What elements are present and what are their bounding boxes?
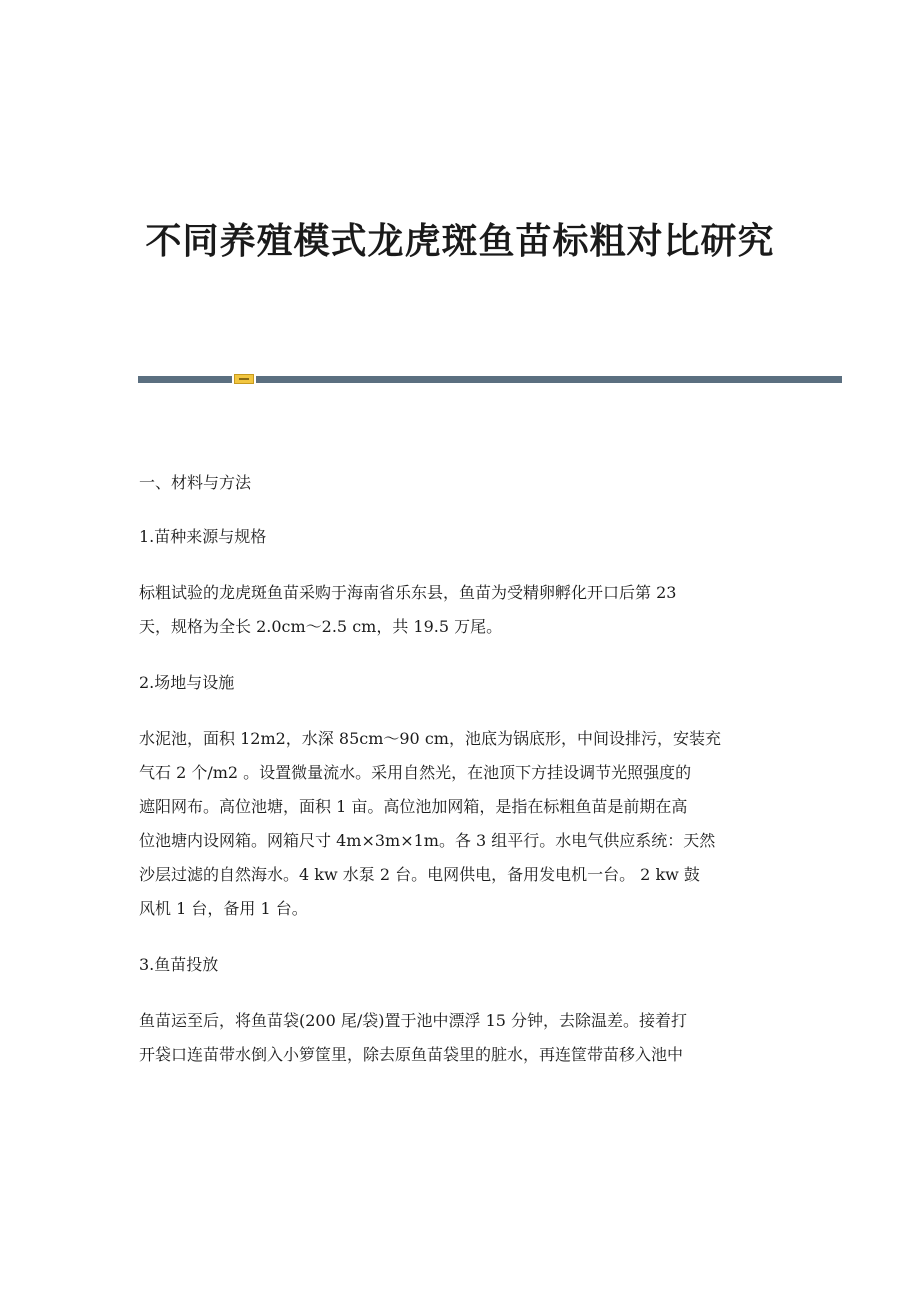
title-divider: [138, 374, 842, 384]
divider-bar-left: [138, 376, 232, 383]
divider-bar-right: [256, 376, 842, 383]
section-heading-materials-methods: 一、材料与方法: [139, 473, 252, 492]
paragraph-line: 开袋口连苗带水倒入小箩筐里，除去原鱼苗袋里的脏水，再连筐带苗移入池中: [139, 1045, 684, 1064]
paragraph-line: 水泥池，面积 12m2，水深 85cm～90 cm，池底为锅底形，中间设排污，安装充: [139, 729, 721, 748]
paragraph-line: 标粗试验的龙虎斑鱼苗采购于海南省乐东县，鱼苗为受精卵孵化开口后第 23: [139, 583, 677, 602]
paragraph-line: 风机 1 台，备用 1 台。: [139, 899, 308, 918]
paragraph-line: 沙层过滤的自然海水。4 kw 水泵 2 台。电网供电，备用发电机一台。 2 kw 鼓: [139, 865, 700, 884]
paragraph-line: 气石 2 个/m2 。设置微量流水。采用自然光，在池顶下方挂设调节光照强度的: [139, 763, 692, 782]
subsection-heading-stocking: 3.鱼苗投放: [139, 955, 219, 974]
document-body: [139, 466, 775, 1072]
paragraph-line: 遮阳网布。高位池塘，面积 1 亩。高位池加网箱，是指在标粗鱼苗是前期在高: [139, 797, 688, 816]
subsection-heading-facilities: 2.场地与设施: [139, 673, 235, 692]
subsection-heading-source: 1.苗种来源与规格: [139, 527, 267, 546]
paragraph-line: 天，规格为全长 2.0cm～2.5 cm，共 19.5 万尾。: [139, 617, 503, 636]
paragraph-line: 位池塘内设网箱。网箱尺寸 4m×3m×1m。各 3 组平行。水电气供应系统：天然: [139, 831, 716, 850]
paragraph-line: 鱼苗运至后，将鱼苗袋(200 尾/袋)置于池中漂浮 15 分钟，去除温差。接着打: [139, 1011, 688, 1030]
document-title: 不同养殖模式龙虎斑鱼苗标粗对比研究: [145, 221, 775, 262]
divider-ornament-icon: [234, 374, 254, 384]
